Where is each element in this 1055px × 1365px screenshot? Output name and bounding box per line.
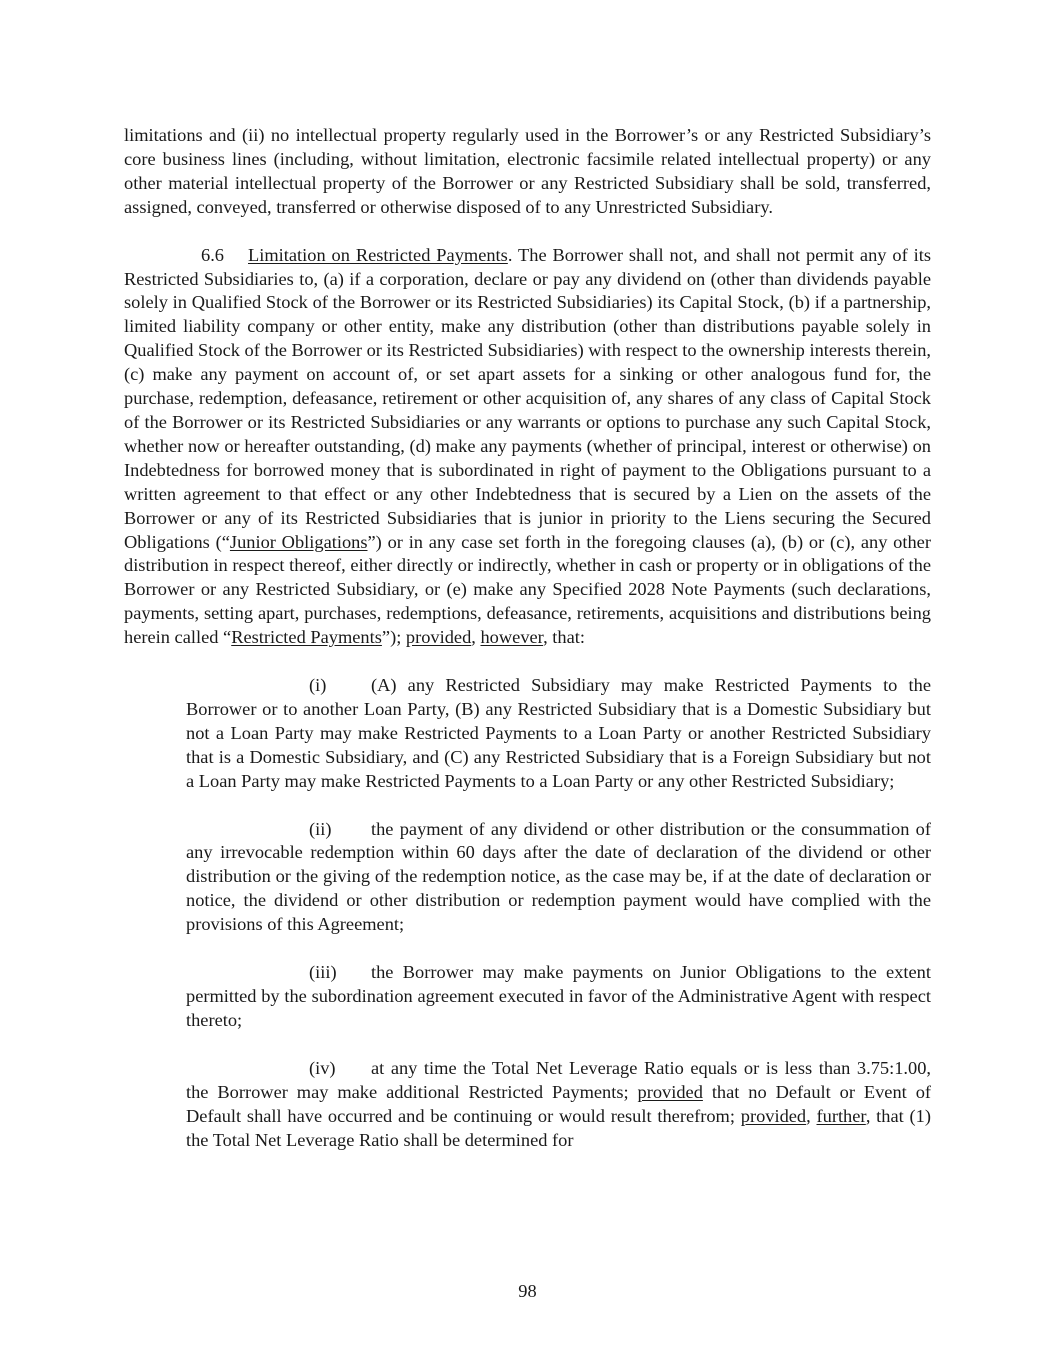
- defined-term-junior-obligations: Junior Obligations: [229, 531, 368, 552]
- section-text: The Borrower shall not, and shall not permit any of its Restricted Subsidiaries to, (a) if a corporation, declare or pay any dividend on (other than dividends payable solely in Qualified Stock of the Borrower or its Restricted Subsidiaries) its Capital Stock, (b) if a partnership, limited liability company or other entity, make any distribution (other than distributions payable solely in Qualified Stock of the Borrower or its Restricted Subsidiaries) with respect to the ownership interests therein, (c) make any payment on account of, or set apart assets for a sinking or other analogous fund for, the purchase, redemption, defeasance, retirement or other acquisition of, any shares of any class of Capital Stock of the Borrower or its Restricted Subsidiaries or any warrants or options to purchase any such Capital Stock, whether now or hereafter outstanding, (d) make any payments (whether of principal, interest or otherwise) on Indebtedness for borrowed money that is subordinated in right of payment to the Obligations pursuant to a written agreement to that effect or any other Indebtedness that is secured by a Lien on the assets of the Borrower or any of its Restricted Subsidiaries that is junior in priority to the Liens securing the Secured Obligations (“: [124, 244, 931, 552]
- provided-term: provided: [405, 627, 472, 648]
- clause-text: at any time the Total Net Leverage Ratio equals or is less than 3.75:1.00, the Borrower may make additional Restricted Payments;: [186, 1057, 931, 1102]
- comma: ,: [806, 1105, 817, 1126]
- clause-ii: [186, 818, 931, 938]
- clause-text: (A) any Restricted Subsidiary may make Restricted Payments to the Borrower or to another Loan Party, (B) any Restricted Subsidiary that is a Domestic Subsidiary but not a Loan Party may make Restricted Payments to a Loan Party or another Restricted Subsidiary that is a Domestic Subsidiary, and (C) any Restricted Subsidiary that is a Foreign Subsidiary but not a Loan Party may make Restricted Payments to a Loan Party or any other Restricted Subsidiary;: [186, 675, 931, 791]
- clause-text: that no Default or Event of Default shall have occurred and be continuing or would result therefrom;: [186, 1081, 932, 1126]
- clause-number: (i): [309, 675, 327, 696]
- provided-term: provided: [637, 1081, 703, 1102]
- clause-text: the payment of any dividend or other distribution or the consummation of any irrevocable redemption within 60 days after the date of declaration of the dividend or other distribution or the giving of the redemption notice, as the case may be, if at the date of declaration or notice, the dividend or other distribution or redemption payment would have complied with the provisions of this Agreement;: [186, 818, 931, 935]
- section-text: ”);: [381, 627, 406, 648]
- page-number: 98: [518, 1281, 537, 1301]
- clause-i: [186, 674, 931, 794]
- comma: ,: [471, 627, 481, 648]
- clause-number: (iii): [309, 962, 337, 983]
- section-text: , that:: [543, 627, 585, 648]
- clause-number: (iv): [309, 1057, 336, 1078]
- defined-term-restricted-payments: Restricted Payments: [231, 627, 382, 648]
- clause-iv: [186, 1057, 931, 1153]
- clause-iii: [186, 961, 931, 1033]
- document-page: [124, 124, 931, 1176]
- section-heading: Limitation on Restricted Payments: [248, 244, 508, 265]
- section-text: ”) or in any case set forth in the foregoing clauses (a), (b) or (c), any other distribution in respect thereof, either directly or indirectly, whether in cash or property or in obligations of the Borrower or any Restricted Subsidiary, or (e) make any Specified 2028 Note Payments (such declarations, payments, setting apart, purchases, redemptions, defeasance, retirements, acquisitions and distributions being herein called “: [124, 531, 931, 648]
- continuation-paragraph: limitations and (ii) no intellectual property regularly used in the Borrower’s or any Restricted Subsidiary’s core business lines (including, without limitation, electronic facsimile related intellectual property) or any other material intellectual property of the Borrower or any Restricted Subsidiary shall be sold, transferred, assigned, conveyed, transferred or otherwise disposed of to any Unrestricted Subsidiary.: [124, 125, 931, 217]
- further-term: further: [816, 1105, 866, 1126]
- section-6-6-paragraph: [124, 244, 931, 650]
- clause-text: the Borrower may make payments on Junior Obligations to the extent permitted by the subordination agreement executed in favor of the Administrative Agent with respect thereto;: [186, 962, 931, 1030]
- provided-term: provided: [740, 1105, 807, 1126]
- however-term: however: [480, 627, 544, 648]
- clause-number: (ii): [309, 818, 332, 839]
- heading-period: .: [507, 244, 513, 265]
- clause-text: , that (1) the Total Net Leverage Ratio shall be determined for: [186, 1105, 931, 1150]
- section-number: 6.6: [201, 244, 224, 265]
